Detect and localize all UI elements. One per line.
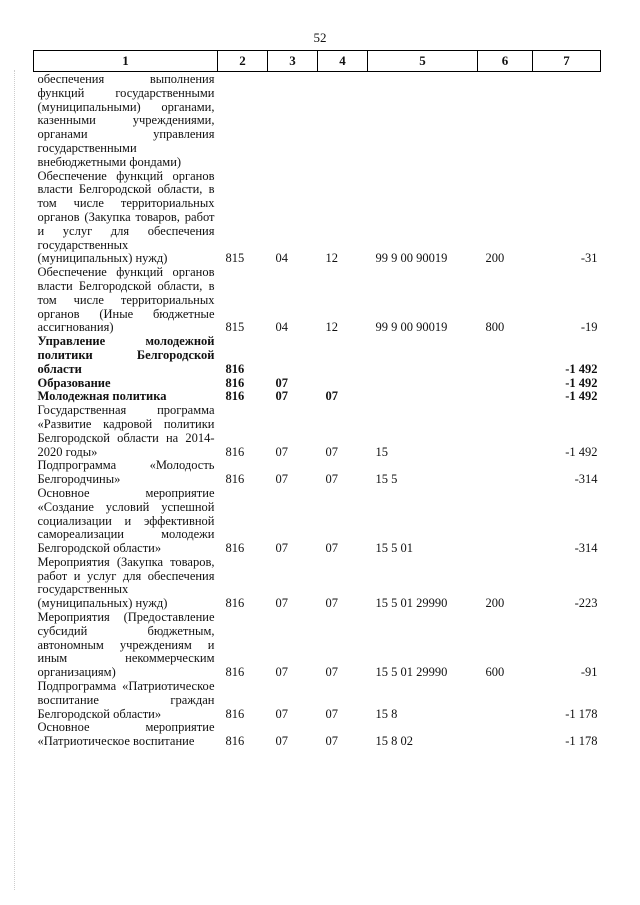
section-code-cell: 07 — [275, 472, 288, 487]
table-row — [34, 611, 601, 680]
expense-type-cell — [478, 487, 533, 556]
target-article-cell: 15 5 01 29990 — [375, 665, 448, 680]
section-code-cell: 04 — [275, 251, 288, 266]
ministry-code-cell: 816 — [225, 706, 245, 721]
expense-type-cell: 200 — [485, 596, 505, 611]
ministry-code-cell: 816 — [225, 734, 245, 749]
amount-cell: -1 492 — [565, 375, 598, 390]
expense-type-cell — [478, 377, 533, 391]
target-article-cell: 99 9 00 90019 — [375, 320, 448, 335]
ministry-code-cell: 816 — [225, 665, 245, 680]
ministry-code-cell: 816 — [225, 361, 245, 376]
amount-cell: -314 — [574, 541, 598, 556]
row-name-cell: Основное мероприятие «Создание условий успешной социализации и эффективной самореализации молодежи Белгородской области» — [37, 485, 215, 556]
section-code-cell: 07 — [275, 541, 288, 556]
ministry-code-cell: 816 — [225, 541, 245, 556]
column-header: 6 — [478, 51, 533, 72]
subsection-code-cell: 12 — [325, 320, 338, 335]
table-row — [34, 459, 601, 487]
column-header: 3 — [268, 51, 318, 72]
row-name-cell: Подпрограмма «Молодость Белгородчины» — [37, 458, 215, 487]
section-code-cell: 07 — [275, 389, 288, 404]
column-header: 5 — [368, 51, 478, 72]
table-row — [34, 487, 601, 556]
ministry-code-cell: 816 — [225, 596, 245, 611]
target-article-cell: 15 5 — [375, 472, 398, 487]
column-header: 1 — [34, 51, 218, 72]
table-row — [34, 377, 601, 391]
expense-type-cell — [478, 680, 533, 721]
ministry-code-cell: 816 — [225, 389, 245, 404]
subsection-code-cell: 07 — [325, 596, 338, 611]
amount-cell: -91 — [580, 665, 598, 680]
expense-type-cell: 200 — [485, 251, 505, 266]
subsection-code-cell — [318, 377, 368, 391]
subsection-code-cell — [318, 72, 368, 170]
subsection-code-cell: 07 — [325, 444, 338, 459]
row-name-cell: Образование — [37, 375, 111, 390]
row-name-cell: Управление молодежной политики Белгородской области — [37, 334, 215, 376]
subsection-code-cell: 07 — [325, 734, 338, 749]
expense-type-cell — [478, 459, 533, 487]
ministry-code-cell: 816 — [225, 444, 245, 459]
subsection-code-cell: 07 — [325, 472, 338, 487]
table-row — [34, 170, 601, 267]
target-article-cell — [368, 377, 478, 391]
target-article-cell: 15 5 01 29990 — [375, 596, 448, 611]
section-code-cell: 07 — [275, 706, 288, 721]
target-article-cell: 15 8 02 — [375, 734, 413, 749]
ministry-code-cell: 816 — [225, 375, 245, 390]
section-code-cell: 07 — [275, 734, 288, 749]
target-article-cell — [368, 390, 478, 404]
amount-cell: -1 492 — [565, 444, 598, 459]
subsection-code-cell: 07 — [325, 706, 338, 721]
expense-type-cell — [478, 721, 533, 749]
row-name-cell: обеспечения выполнения функций государственными (муниципальными) органами, казенными учреждениями, органами управления государственными внебюджетными фондами) — [37, 72, 215, 169]
section-code-cell — [268, 72, 318, 170]
row-name-cell: Молодежная политика — [37, 389, 167, 404]
table-row — [34, 266, 601, 335]
target-article-cell: 15 5 01 — [375, 541, 413, 556]
subsection-code-cell — [318, 335, 368, 376]
column-header: 2 — [218, 51, 268, 72]
scan-edge-line — [14, 70, 15, 890]
expense-type-cell — [478, 335, 533, 376]
table-row — [34, 72, 601, 170]
row-name-cell: Подпрограмма «Патриотическое воспитание граждан Белгородской области» — [37, 679, 215, 721]
section-code-cell: 04 — [275, 320, 288, 335]
row-name-cell: Мероприятия (Закупка товаров, работ и услуг для обеспечения государственных (муниципальных) нужд) — [37, 554, 215, 611]
section-code-cell: 07 — [275, 596, 288, 611]
subsection-code-cell: 07 — [325, 389, 338, 404]
ministry-code-cell: 815 — [225, 320, 245, 335]
column-header: 7 — [533, 51, 601, 72]
amount-cell: -314 — [574, 472, 598, 487]
subsection-code-cell: 12 — [325, 251, 338, 266]
subsection-code-cell: 07 — [325, 541, 338, 556]
table-row — [34, 335, 601, 376]
amount-cell: -1 492 — [565, 389, 598, 404]
ministry-code-cell — [218, 72, 268, 170]
amount-cell: -1 178 — [565, 734, 598, 749]
row-name-cell: Обеспечение функций органов власти Белгородской области, в том числе территориальных органов (Иные бюджетные ассигнования) — [37, 265, 215, 335]
expense-type-cell — [478, 390, 533, 404]
column-header: 4 — [318, 51, 368, 72]
ministry-code-cell: 815 — [225, 251, 245, 266]
amount-cell: -19 — [580, 320, 598, 335]
row-name-cell: Обеспечение функций органов власти Белгородской области, в том числе территориальных органов (Закупка товаров, работ и услуг для обеспечения государственных (муниципальных) нужд) — [37, 168, 215, 266]
table-header-row — [34, 51, 601, 72]
row-name-cell: Основное мероприятие «Патриотическое воспитание — [37, 720, 215, 749]
expense-type-cell: 800 — [485, 320, 505, 335]
amount-cell — [533, 72, 601, 170]
table-row — [34, 556, 601, 611]
expense-type-cell — [478, 404, 533, 459]
table-row — [34, 390, 601, 404]
table-row — [34, 721, 601, 749]
target-article-cell — [368, 335, 478, 376]
ministry-code-cell: 816 — [225, 472, 245, 487]
row-name-cell: Государственная программа «Развитие кадровой политики Белгородской области на 2014-2020 годы» — [37, 403, 215, 459]
expense-type-cell: 600 — [485, 665, 505, 680]
table-row — [34, 680, 601, 721]
subsection-code-cell: 07 — [325, 665, 338, 680]
target-article-cell: 99 9 00 90019 — [375, 251, 448, 266]
amount-cell: -223 — [574, 596, 598, 611]
amount-cell: -31 — [580, 251, 598, 266]
row-name-cell: Мероприятия (Предоставление субсидий бюджетным, автономным учреждениям и иным некоммерческим организациям) — [37, 610, 215, 680]
section-code-cell: 07 — [275, 375, 288, 390]
section-code-cell: 07 — [275, 665, 288, 680]
target-article-cell: 15 — [375, 444, 388, 459]
target-article-cell — [368, 72, 478, 170]
amount-cell: -1 492 — [565, 361, 598, 376]
page-number: 52 — [313, 30, 327, 45]
expense-type-cell — [478, 72, 533, 170]
table-body — [34, 72, 601, 750]
section-code-cell — [268, 335, 318, 376]
section-code-cell: 07 — [275, 444, 288, 459]
budget-table — [33, 50, 601, 749]
target-article-cell: 15 8 — [375, 706, 398, 721]
amount-cell: -1 178 — [565, 706, 598, 721]
table-row — [34, 404, 601, 459]
